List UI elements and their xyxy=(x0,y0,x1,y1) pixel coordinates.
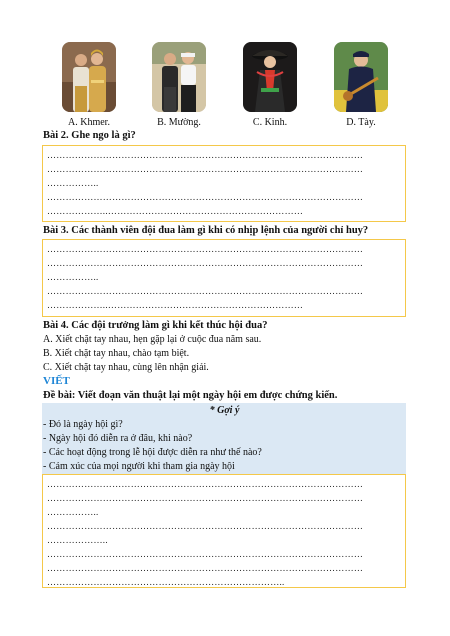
caption-option-a: A. Khmer. xyxy=(68,117,110,128)
answer-line: ………………………………………………………………………………………… xyxy=(47,563,364,573)
answer-line: …………….. xyxy=(47,178,99,188)
photo-option-b xyxy=(134,42,224,128)
answer-line: ………………………………………………………………………………………… xyxy=(47,244,364,254)
hint-title: * Gợi ý xyxy=(209,405,240,416)
caption-option-d: D. Tày. xyxy=(346,117,376,128)
answer-line: ………………………………………………………………….. xyxy=(47,577,285,587)
caption-option-b: B. Mường. xyxy=(157,117,201,128)
answer-box-2[interactable] xyxy=(42,239,406,317)
answer-line: ………………………………………………………………………………………… xyxy=(47,258,364,268)
answer-line: ………………..……………………………………………………… xyxy=(47,206,304,216)
muong-couple-photo xyxy=(152,42,206,112)
photo-option-c xyxy=(225,42,315,128)
question-4-option-c[interactable]: C. Xiết chặt tay nhau, cùng lên nhận giải. xyxy=(43,362,209,373)
answer-line: ………………………………………………………………………………………… xyxy=(47,521,364,531)
hint-item: - Các hoạt động trong lễ hội được diễn ra như thế nào? xyxy=(43,447,262,458)
writing-prompt: Đề bài: Viết đoạn văn thuật lại một ngày hội em được chứng kiến. xyxy=(43,390,338,401)
hint-panel xyxy=(42,403,406,474)
answer-line: ……………….. xyxy=(47,535,108,545)
tay-woman-photo xyxy=(334,42,388,112)
ethnic-photos-row xyxy=(0,42,450,132)
question-2-title: Bài 2. Ghe ngo là gì? xyxy=(43,130,136,141)
answer-line: ………………………………………………………………………………………… xyxy=(47,150,364,160)
caption-option-c: C. Kinh. xyxy=(252,117,288,128)
answer-line: ………………..……………………………………………………… xyxy=(47,300,304,310)
khmer-couple-photo xyxy=(62,42,116,112)
question-4-title: Bài 4. Các đội trưởng làm gì khi kết thúc hội đua? xyxy=(43,320,268,331)
answer-line: ………………………………………………………………………………………… xyxy=(47,479,364,489)
answer-box-3[interactable] xyxy=(42,474,406,588)
answer-line: ………………………………………………………………………………………… xyxy=(47,493,364,503)
hint-item: - Đó là ngày hội gì? xyxy=(43,419,123,430)
answer-line: …………….. xyxy=(47,272,99,282)
question-3-title: Bài 3. Các thành viên đội đua làm gì khi có nhịp lệnh của người chỉ huy? xyxy=(43,225,369,236)
answer-line: ………………………………………………………………………………………… xyxy=(47,286,364,296)
hint-item: - Ngày hội đó diễn ra ở đâu, khi nào? xyxy=(43,433,193,444)
viet-section-heading: VIẾT xyxy=(43,375,70,387)
kinh-woman-photo xyxy=(243,42,297,112)
hint-item: - Cảm xúc của mọi người khi tham gia ngày hội xyxy=(43,461,235,472)
answer-line: ………………………………………………………………………………………… xyxy=(47,549,364,559)
answer-box-1[interactable] xyxy=(42,145,406,222)
answer-line: ………………………………………………………………………………………… xyxy=(47,164,364,174)
question-4-option-a[interactable]: A. Xiết chặt tay nhau, hẹn gặp lại ở cuộc đua năm sau. xyxy=(43,334,262,345)
photo-option-d xyxy=(316,42,406,128)
question-4-option-b[interactable]: B. Xiết chặt tay nhau, chào tạm biệt. xyxy=(43,348,190,359)
answer-line: ………………………………………………………………………………………… xyxy=(47,192,364,202)
answer-line: …………….. xyxy=(47,507,99,517)
photo-option-a xyxy=(44,42,134,128)
